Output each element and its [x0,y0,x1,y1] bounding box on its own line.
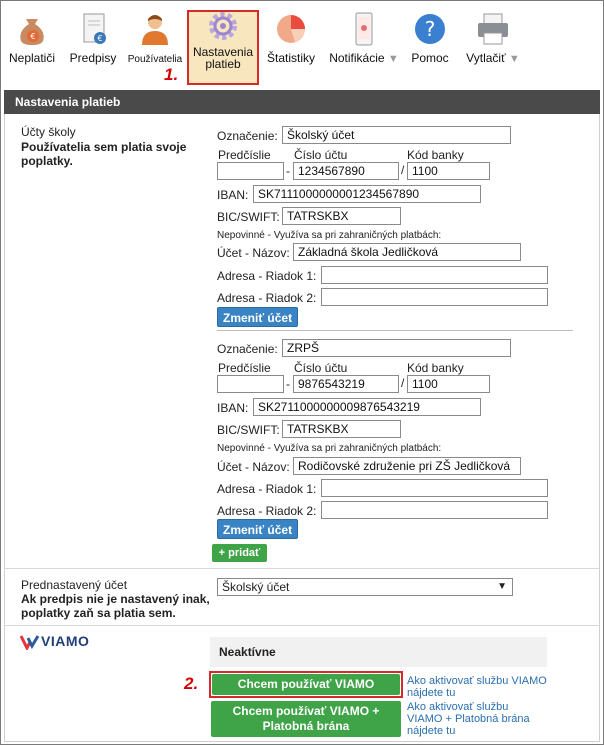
toolbar-statistiky[interactable] [265,11,317,65]
section-divider [4,625,600,626]
toolbar-pomoc[interactable] [407,11,453,65]
button-line1: Chcem používať VIAMO + [232,704,380,718]
link-line1: Ako aktivovať službu VIAMO [407,675,547,687]
toolbar-label: Vytlačiť [466,51,506,65]
label-predcislie: Predčíslie [218,148,271,162]
label-ucet-nazov: Účet - Názov: [217,460,290,474]
chevron-down-icon: ▼ [387,53,399,65]
section-divider [4,568,600,569]
ucet-nazov-input[interactable]: Rodičovské združenie pri ZŠ Jedličková [293,457,521,475]
viamo-mark-icon [20,634,40,650]
kod-banky-input[interactable]: 1100 [407,162,490,180]
toolbar-nastavenia-platieb[interactable] [189,8,257,70]
bic-input[interactable]: TATRSKBX [282,207,401,225]
accounts-title: Účty školy [21,125,76,139]
chevron-down-icon: ▼ [508,53,520,65]
toolbar-label: Štatistiky [266,51,315,65]
link-line3: nájdete tu [407,725,456,737]
svg-text:€: € [97,34,103,43]
app-frame: € Neplatiči € Predpisy Používatelia Nastavenia platieb Štatistiky Notifikácie ▼ ? Pomoc Vytlačiť ▼ 1. Nastavenia platieb Účty školy Používatelia sem platia svoje poplatky. Označenie: Školský účet Predčíslie Číslo účtu Kód banky - 1234567890 / 1100 IBAN: SK7111000000001234567890 BIC/SWIFT: TATRSKBX Nepovinné - Využíva sa pri zahraničných platbách: Účet - Názov: Základná škola Jedličková Adresa - Riadok 1: Adresa - Riadok 2: Zmeniť účet Označenie: ZRPŠ Predčíslie Číslo účtu Kód banky - 9876543219 / 1100 IBAN: SK2711000000009876543219 BIC/SWIFT: TATRSKBX Nepovinné - Využíva sa pri zahraničných platbách: Účet - Názov: Rodičovské združenie pri ZŠ Jedličková Adresa - Riadok 1: Adresa - Riadok 2: Zmeniť účet + pridať Prednastavený účet Ak predpis nie je nastavený inak, poplatky zaň sa platia sem. Školský účet ▼ VIAMO Neaktívne 2. Chcem používať VIAMO Chcem používať VIAMO + Platobná brána Ako aktivovať službu VIAMO nájdete tu Ako aktivovať službu VIAMO + Platobná brána nájdete tu [0,0,604,745]
viamo-status: Neaktívne [210,637,547,667]
pie-chart-icon [273,11,309,47]
ucet-nazov-input[interactable]: Základná škola Jedličková [293,243,521,261]
section-header: Nastavenia platieb [4,90,600,114]
link-line2: VIAMO + Platobná brána [407,713,530,725]
iban-input[interactable]: SK2711000000009876543219 [253,398,481,416]
predcislie-input[interactable] [217,162,284,180]
toolbar-predpisy[interactable] [67,11,119,65]
adresa1-input[interactable] [321,479,548,497]
viamo-gateway-help-link[interactable] [407,701,530,737]
toolbar-label: Neplatiči [8,51,56,65]
default-account-value: Školský účet [222,580,290,594]
toolbar-label: Pomoc [411,51,449,65]
label-adresa2: Adresa - Riadok 2: [217,504,317,518]
accounts-desc-line2: poplatky. [21,154,73,168]
toolbar-label-line1: Nastavenia [192,45,254,59]
label-ucet-nazov: Účet - Názov: [217,246,290,260]
svg-text:?: ? [424,17,436,41]
toolbar-pouzivatelia[interactable] [127,11,183,65]
label-iban: IBAN: [217,188,249,202]
bic-input[interactable]: TATRSKBX [282,420,401,438]
money-bag-icon [14,11,50,47]
toolbar-label: Používatelia [127,54,183,65]
toolbar-label: Notifikácie [329,51,385,65]
label-adresa1: Adresa - Riadok 1: [217,269,317,283]
label-cislo-uctu: Číslo účtu [294,361,348,375]
use-viamo-gateway-button[interactable] [211,701,401,737]
oznacenie-input[interactable]: ZRPŠ [282,339,511,357]
toolbar-neplatici[interactable] [7,11,57,65]
label-adresa2: Adresa - Riadok 2: [217,291,317,305]
label-predcislie: Predčíslie [218,361,271,375]
phone-icon [346,11,382,47]
default-account-desc-line1: Ak predpis nie je nastavený inak, [21,592,210,606]
accounts-desc-line1: Používatelia sem platia svoje [21,140,187,154]
link-line2: nájdete tu [407,687,456,699]
button-line2: Platobná brána [262,719,350,733]
svg-text:€: € [30,32,36,41]
user-icon [137,11,173,47]
step-marker-2: 2. [184,674,199,693]
toolbar-label-line2: platieb [205,57,241,71]
label-bic: BIC/SWIFT: [217,210,280,224]
toolbar-label: Predpisy [69,51,117,65]
use-viamo-button[interactable]: Chcem používať VIAMO [212,674,400,695]
label-oznacenie: Označenie: [217,129,278,143]
iban-input[interactable]: SK7111000000001234567890 [253,185,481,203]
chevron-down-icon: ▼ [497,581,507,592]
document-euro-icon [75,11,111,47]
toolbar-vytlacit[interactable] [463,11,523,65]
add-account-button[interactable]: + pridať [212,544,267,562]
label-adresa1: Adresa - Riadok 1: [217,482,317,496]
label-kod-banky: Kód banky [407,361,464,375]
label-kod-banky: Kód banky [407,148,464,162]
label-oznacenie: Označenie: [217,342,278,356]
viamo-help-link[interactable] [407,675,547,699]
label-iban: IBAN: [217,401,249,415]
link-line1: Ako aktivovať službu [407,701,509,713]
optional-note: Nepovinné - Využíva sa pri zahraničných platbách: [217,443,442,454]
change-account-button[interactable]: Zmeniť účet [217,519,298,539]
viamo-logo-text: VIAMO [41,633,90,649]
toolbar-notifikacie[interactable] [327,11,401,65]
cislo-uctu-input[interactable]: 1234567890 [293,162,399,180]
help-icon [412,11,448,47]
default-account-select[interactable] [217,578,513,596]
adresa2-input[interactable] [321,288,548,306]
default-account-title: Prednastavený účet [21,578,128,592]
printer-icon [475,11,511,47]
label-cislo-uctu: Číslo účtu [294,148,348,162]
account-divider [217,330,573,331]
optional-note: Nepovinné - Využíva sa pri zahraničných platbách: [217,230,442,241]
predcislie-input[interactable] [217,375,284,393]
adresa2-input[interactable] [321,501,548,519]
adresa1-input[interactable] [321,266,548,284]
change-account-button[interactable]: Zmeniť účet [217,307,298,327]
kod-banky-input[interactable]: 1100 [407,375,490,393]
oznacenie-input[interactable]: Školský účet [282,126,511,144]
label-bic: BIC/SWIFT: [217,423,280,437]
step-marker-1: 1. [164,65,179,84]
toolbar [1,1,603,89]
gear-icon [205,8,241,44]
default-account-desc-line2: poplatky zaň sa platia sem. [21,606,176,620]
cislo-uctu-input[interactable]: 9876543219 [293,375,399,393]
